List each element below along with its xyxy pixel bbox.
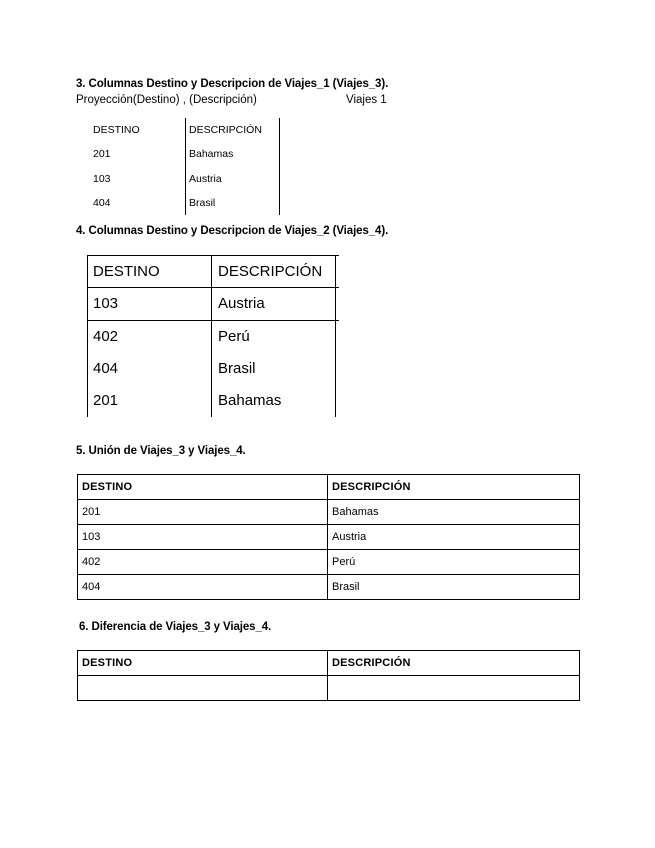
cell-destino: 402 bbox=[78, 550, 328, 575]
table-difference bbox=[77, 650, 580, 701]
header-descripcion: DESCRIPCIÓN bbox=[189, 124, 262, 136]
cell-descripcion: Austria bbox=[328, 525, 580, 550]
table-row bbox=[78, 575, 580, 600]
section-5-heading: 5. Unión de Viajes_3 y Viajes_4. bbox=[76, 445, 246, 457]
header-descripcion: DESCRIPCIÓN bbox=[328, 651, 580, 676]
cell-destino: 201 bbox=[93, 392, 119, 409]
cell-descripcion: Bahamas bbox=[218, 392, 282, 409]
cell-descripcion: Bahamas bbox=[189, 148, 234, 160]
table-header-row bbox=[78, 475, 580, 500]
header-destino: DESTINO bbox=[93, 124, 140, 136]
table-row bbox=[78, 550, 580, 575]
header-destino: DESTINO bbox=[78, 475, 328, 500]
cell-descripcion: Brasil bbox=[189, 197, 216, 209]
table-right-border bbox=[335, 255, 336, 417]
cell-destino: 404 bbox=[93, 360, 119, 377]
section-4-heading: 4. Columnas Destino y Descripcion de Viajes_2 (Viajes_4). bbox=[76, 225, 389, 237]
cell-destino: 404 bbox=[78, 575, 328, 600]
cell-descripcion: Perú bbox=[328, 550, 580, 575]
header-descripcion: DESCRIPCIÓN bbox=[328, 475, 580, 500]
table-union bbox=[77, 474, 580, 600]
cell-destino: 201 bbox=[93, 148, 111, 160]
header-descripcion: DESCRIPCIÓN bbox=[218, 263, 323, 280]
cell-descripcion: Austria bbox=[189, 173, 222, 185]
header-destino: DESTINO bbox=[93, 263, 160, 280]
cell-destino bbox=[78, 676, 328, 701]
header-destino: DESTINO bbox=[78, 651, 328, 676]
projection-source: Viajes 1 bbox=[346, 94, 387, 106]
table-row bbox=[78, 500, 580, 525]
cell-descripcion: Austria bbox=[218, 295, 265, 312]
cell-descripcion bbox=[328, 676, 580, 701]
header-divider bbox=[87, 287, 339, 288]
column-divider bbox=[185, 118, 186, 215]
section-6-heading: 6. Diferencia de Viajes_3 y Viajes_4. bbox=[79, 621, 272, 633]
table-row bbox=[78, 676, 580, 701]
table-top-border bbox=[87, 255, 339, 256]
table-left-border bbox=[87, 255, 88, 417]
cell-destino: 201 bbox=[78, 500, 328, 525]
cell-descripcion: Bahamas bbox=[328, 500, 580, 525]
row-divider bbox=[87, 320, 339, 321]
column-divider bbox=[211, 255, 212, 417]
cell-descripcion: Brasil bbox=[218, 360, 256, 377]
table-right-border bbox=[279, 118, 280, 215]
table-header-row bbox=[78, 651, 580, 676]
cell-destino: 404 bbox=[93, 197, 111, 209]
cell-descripcion: Perú bbox=[218, 328, 250, 345]
cell-destino: 402 bbox=[93, 328, 119, 345]
table-viajes-4 bbox=[87, 255, 339, 417]
table-row bbox=[78, 525, 580, 550]
cell-descripcion: Brasil bbox=[328, 575, 580, 600]
cell-destino: 103 bbox=[78, 525, 328, 550]
section-3-heading: 3. Columnas Destino y Descripcion de Viajes_1 (Viajes_3). bbox=[76, 78, 389, 90]
cell-destino: 103 bbox=[93, 295, 119, 312]
cell-destino: 103 bbox=[93, 173, 111, 185]
table-viajes-3 bbox=[93, 118, 293, 215]
projection-expression: Proyección(Destino) , (Descripción) bbox=[76, 94, 257, 106]
